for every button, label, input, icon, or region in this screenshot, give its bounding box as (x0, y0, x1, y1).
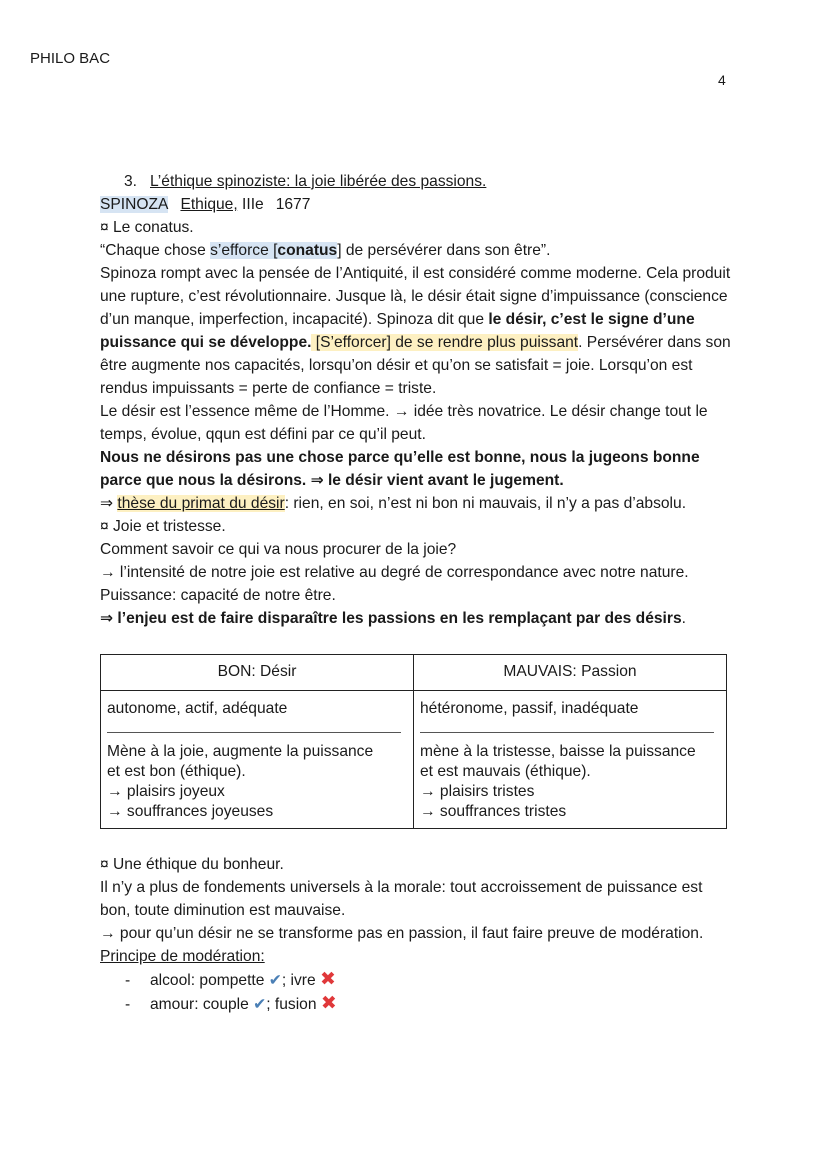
author-name: SPINOZA (100, 196, 169, 213)
bad-line: → plaisirs tristes (420, 783, 535, 800)
work-part: IIIe (242, 196, 264, 213)
work-reference (100, 193, 732, 216)
bad-line: mène à la tristesse, baisse la puissance (420, 743, 696, 760)
bullet-text: ; fusion (266, 996, 321, 1013)
list-item (100, 968, 732, 992)
work-year: 1677 (275, 196, 311, 213)
check-icon: ✔ (253, 996, 267, 1013)
thesis-arrow: ⇒ (100, 495, 118, 512)
good-line: Mène à la joie, augmente la puissance (107, 743, 374, 760)
good-line: et est bon (éthique). (107, 763, 246, 780)
subheading-bonheur: ¤ Une éthique du bonheur. (100, 856, 284, 873)
cell-bad (414, 691, 727, 829)
quote-bold-term: conatus (277, 242, 338, 259)
table-header-row (101, 655, 727, 691)
cell-good (101, 691, 414, 829)
comparison-table (100, 654, 727, 829)
thesis-label: thèse du primat du désir (117, 495, 285, 512)
paragraph-text: Spinoza rompt avec la pensée de l’Antiquité, il est considéré comme moderne. Cela produit une rupture, c’est révolutionnaire. Jusque là, le désir était signe d’impuissance (conscience d’un manque, imperfection, incapacité). Spinoza dit que (100, 265, 731, 328)
bullet-dash: - (125, 996, 131, 1013)
subheading-joie: ¤ Joie et tristesse. (100, 518, 226, 535)
bullet-text: ; ivre (281, 972, 320, 989)
check-icon: ✔ (268, 972, 282, 989)
morality-paragraph: Il n’y a plus de fondements universels à la morale: tout accroissement de puissance est bon, toute diminution est mauvaise. (100, 879, 703, 919)
bullet-text: amour: couple (150, 996, 254, 1013)
conatus-quote (100, 239, 732, 262)
quote-highlight-text: s’efforce [ (210, 242, 278, 259)
cross-icon: ✖ (320, 993, 337, 1014)
cross-icon: ✖ (319, 969, 336, 990)
conclusion-end: . (681, 610, 686, 627)
bad-qualities: hétéronome, passif, inadéquate (420, 700, 639, 717)
definition-line: Puissance: capacité de notre être. (100, 587, 336, 604)
essence-paragraph: Le désir est l’essence même de l’Homme. → idée très novatrice. Le désir change tout le temps, évolue, qqun est défini par ce qu’il peut. (100, 403, 708, 443)
header-good: BON: Désir (101, 655, 414, 691)
bad-line: et est mauvais (éthique). (420, 763, 591, 780)
section-number: 3. (124, 173, 138, 190)
spinoza-paragraph (100, 262, 732, 400)
quote-highlight (210, 242, 337, 259)
list-item (100, 992, 732, 1016)
bullet-text: alcool: pompette (150, 972, 269, 989)
bold-statement: Nous ne désirons pas une chose parce qu’elle est bonne, nous la jugeons bonne parce que nous la désirons. ⇒ le désir vient avant le jugement. (100, 449, 700, 489)
section-title: L’éthique spinoziste: la joie libérée des passions. (150, 173, 487, 190)
document-body (100, 170, 732, 1016)
paragraph-highlight: [S’efforcer] de se rendre plus puissant (311, 334, 579, 351)
quote-end: ] de persévérer dans son être”. (337, 242, 551, 259)
conclusion-bold: ⇒ l’enjeu est de faire disparaître les passions en les remplaçant par des désirs (100, 610, 682, 627)
answer-line: → l’intensité de notre joie est relative au degré de correspondance avec notre nature. (100, 564, 689, 581)
subheading-conatus: ¤ Le conatus. (100, 219, 194, 236)
header-bad: MAUVAIS: Passion (414, 655, 727, 691)
moderation-paragraph: → pour qu’un désir ne se transforme pas en passion, il faut faire preuve de modération. (100, 925, 704, 942)
good-line: → souffrances joyeuses (107, 803, 274, 820)
cell-divider (420, 732, 714, 733)
table-row (101, 691, 727, 829)
document-header-title: PHILO BAC (30, 50, 111, 67)
thesis-line (100, 492, 732, 515)
paragraph-bold: le désir, c’est le signe d’une puissance qui se développe. (100, 311, 695, 351)
conclusion-line (100, 607, 732, 630)
bad-line: → souffrances tristes (420, 803, 567, 820)
question-line: Comment savoir ce qui va nous procurer de la joie? (100, 541, 457, 558)
section-heading (100, 170, 732, 193)
paragraph-text-end: . Persévérer dans son être augmente nos capacités, lorsqu’on désir et qu’on se satisfait = joie. Lorsqu’on est rendus impuissants = perte de confiance = triste. (100, 334, 731, 397)
bullet-dash: - (125, 972, 131, 989)
quote-part: “Chaque chose (100, 242, 211, 259)
thesis-rest: : rien, en soi, n’est ni bon ni mauvais, il n’y a pas d’absolu. (284, 495, 687, 512)
good-line: → plaisirs joyeux (107, 783, 225, 800)
ethics-section (100, 853, 732, 1016)
principle-title: Principe de modération: (100, 948, 265, 965)
work-title: Ethique, (180, 196, 238, 213)
page-number: 4 (718, 72, 726, 88)
good-qualities: autonome, actif, adéquate (107, 700, 288, 717)
cell-divider (107, 732, 401, 733)
